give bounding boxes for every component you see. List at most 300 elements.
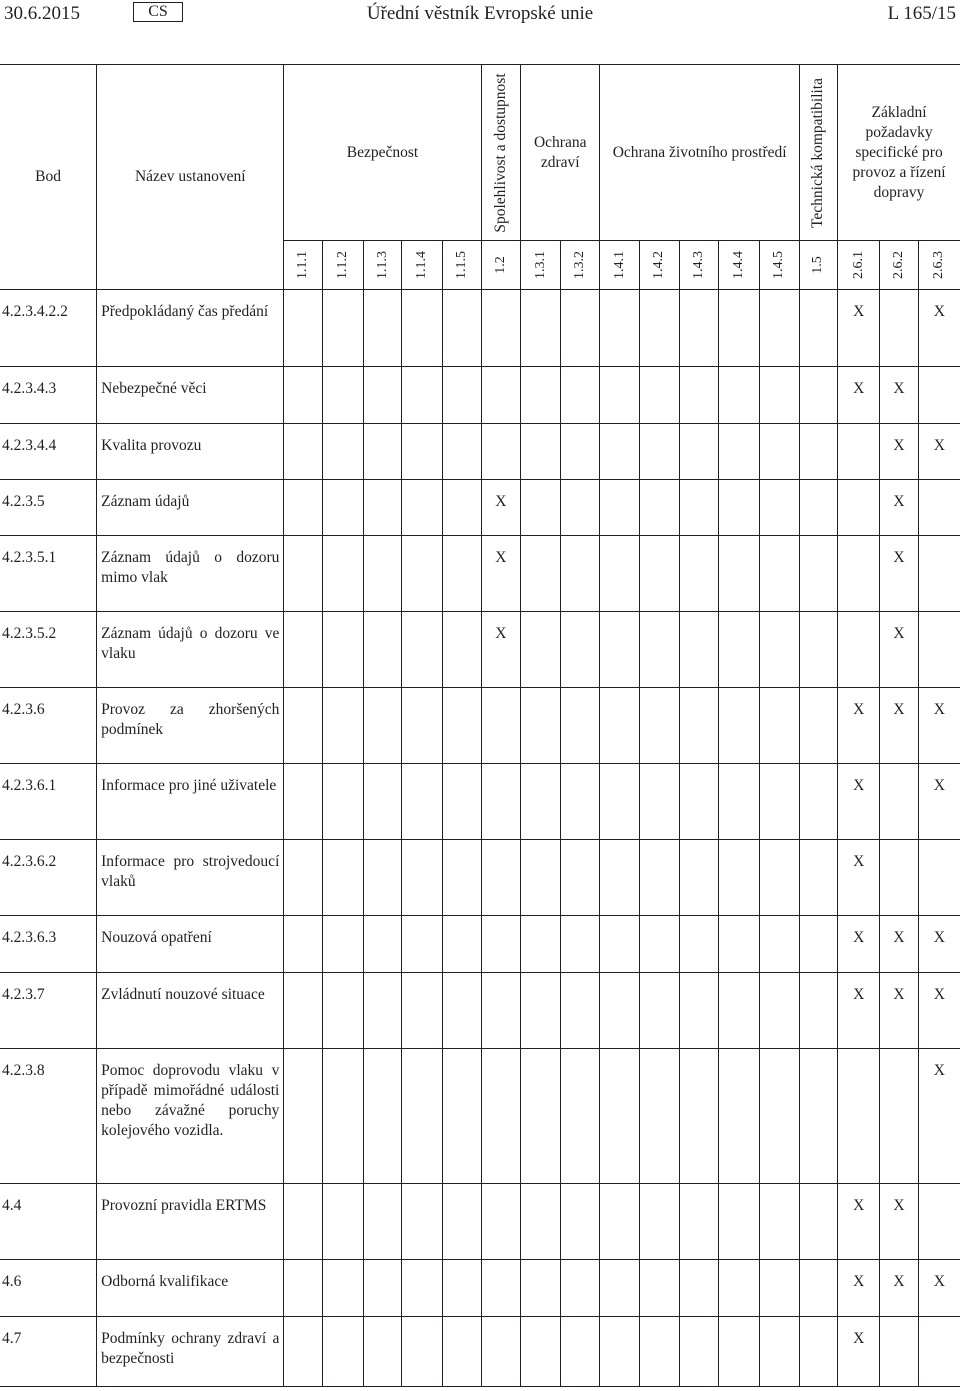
- code-header: 1.4.3: [679, 241, 718, 290]
- mark-cell: [481, 1260, 520, 1317]
- mark-cell: [759, 764, 799, 840]
- mark-cell: [719, 764, 759, 840]
- requirements-table: [0, 64, 960, 1387]
- mark-cell: [639, 916, 679, 973]
- mark-cell: [719, 973, 759, 1049]
- mark-cell: X: [880, 612, 918, 688]
- mark-cell: [838, 424, 880, 480]
- header-zakladni: Základní požadavky specifické pro provoz a řízení dopravy: [838, 65, 960, 241]
- mark-cell: X: [880, 688, 918, 764]
- name-cell: Nebezpečné věci: [97, 367, 284, 424]
- mark-cell: [639, 840, 679, 916]
- mark-cell: [880, 1317, 918, 1387]
- mark-cell: [799, 688, 837, 764]
- mark-cell: [284, 1317, 322, 1387]
- mark-cell: [561, 1317, 600, 1387]
- table-row: [0, 424, 960, 480]
- mark-cell: [679, 367, 718, 424]
- mark-cell: [838, 536, 880, 612]
- mark-cell: [838, 612, 880, 688]
- mark-cell: X: [838, 1317, 880, 1387]
- table-row: [0, 536, 960, 612]
- mark-cell: [520, 1049, 560, 1184]
- mark-cell: [322, 1317, 363, 1387]
- mark-cell: [838, 480, 880, 536]
- mark-cell: [363, 916, 401, 973]
- mark-cell: [284, 840, 322, 916]
- mark-cell: [322, 612, 363, 688]
- mark-cell: [520, 536, 560, 612]
- mark-cell: [363, 1049, 401, 1184]
- mark-cell: [520, 1184, 560, 1260]
- mark-cell: [363, 764, 401, 840]
- bod-cell: 4.4: [0, 1184, 97, 1260]
- mark-cell: [284, 367, 322, 424]
- mark-cell: [561, 840, 600, 916]
- mark-cell: [363, 1260, 401, 1317]
- mark-cell: [561, 1049, 600, 1184]
- bod-cell: 4.2.3.8: [0, 1049, 97, 1184]
- mark-cell: [918, 612, 960, 688]
- bod-cell: 4.2.3.5: [0, 480, 97, 536]
- mark-cell: [481, 1184, 520, 1260]
- mark-cell: [719, 1049, 759, 1184]
- mark-cell: [600, 688, 639, 764]
- mark-cell: [481, 1317, 520, 1387]
- mark-cell: [284, 480, 322, 536]
- name-cell: Informace pro jiné uživatele: [97, 764, 284, 840]
- mark-cell: [443, 1260, 481, 1317]
- mark-cell: [363, 1317, 401, 1387]
- mark-cell: [284, 688, 322, 764]
- mark-cell: [799, 612, 837, 688]
- mark-cell: [481, 916, 520, 973]
- mark-cell: X: [880, 424, 918, 480]
- name-cell: Záznam údajů: [97, 480, 284, 536]
- mark-cell: X: [838, 840, 880, 916]
- header-nazev: Název ustanovení: [97, 65, 284, 290]
- header-ochrana-prostredi: Ochrana životního prostředí: [600, 65, 799, 241]
- header-bezpecnost: Bezpečnost: [284, 65, 481, 241]
- mark-cell: [639, 536, 679, 612]
- mark-cell: X: [918, 764, 960, 840]
- page-header: [0, 0, 960, 40]
- mark-cell: [443, 612, 481, 688]
- mark-cell: [322, 424, 363, 480]
- mark-cell: [799, 1049, 837, 1184]
- header-technicka: Technická kompatibilita: [799, 65, 837, 241]
- bod-cell: 4.2.3.6.3: [0, 916, 97, 973]
- mark-cell: [759, 536, 799, 612]
- mark-cell: [600, 764, 639, 840]
- mark-cell: [799, 916, 837, 973]
- publication-date: 30.6.2015: [4, 3, 80, 24]
- code-header: 1.4.4: [719, 241, 759, 290]
- mark-cell: [322, 480, 363, 536]
- mark-cell: [799, 840, 837, 916]
- mark-cell: [402, 1260, 443, 1317]
- mark-cell: [561, 290, 600, 367]
- mark-cell: [284, 973, 322, 1049]
- mark-cell: [918, 480, 960, 536]
- mark-cell: [322, 536, 363, 612]
- mark-cell: [363, 612, 401, 688]
- mark-cell: [679, 480, 718, 536]
- mark-cell: [561, 764, 600, 840]
- mark-cell: [679, 536, 718, 612]
- mark-cell: [561, 1260, 600, 1317]
- mark-cell: [880, 290, 918, 367]
- mark-cell: [838, 1049, 880, 1184]
- mark-cell: [520, 973, 560, 1049]
- mark-cell: X: [880, 367, 918, 424]
- mark-cell: [481, 764, 520, 840]
- mark-cell: [719, 916, 759, 973]
- mark-cell: [520, 840, 560, 916]
- mark-cell: [799, 1317, 837, 1387]
- mark-cell: [481, 424, 520, 480]
- mark-cell: X: [481, 480, 520, 536]
- mark-cell: X: [838, 1260, 880, 1317]
- mark-cell: [443, 764, 481, 840]
- mark-cell: [561, 973, 600, 1049]
- mark-cell: [561, 1184, 600, 1260]
- mark-cell: [322, 840, 363, 916]
- mark-cell: [639, 1317, 679, 1387]
- mark-cell: [679, 1317, 718, 1387]
- mark-cell: [600, 536, 639, 612]
- mark-cell: X: [880, 916, 918, 973]
- mark-cell: [520, 1260, 560, 1317]
- mark-cell: [600, 480, 639, 536]
- bod-cell: 4.2.3.4.4: [0, 424, 97, 480]
- mark-cell: [481, 1049, 520, 1184]
- table-row: [0, 290, 960, 367]
- mark-cell: [363, 424, 401, 480]
- mark-cell: [402, 536, 443, 612]
- mark-cell: [481, 973, 520, 1049]
- mark-cell: [719, 1260, 759, 1317]
- mark-cell: [402, 916, 443, 973]
- mark-cell: [481, 840, 520, 916]
- mark-cell: [443, 367, 481, 424]
- mark-cell: X: [481, 612, 520, 688]
- mark-cell: [679, 916, 718, 973]
- name-cell: Záznam údajů o dozoru ve vlaku: [97, 612, 284, 688]
- mark-cell: X: [880, 536, 918, 612]
- mark-cell: X: [880, 480, 918, 536]
- mark-cell: [719, 840, 759, 916]
- mark-cell: [918, 1184, 960, 1260]
- mark-cell: [402, 367, 443, 424]
- mark-cell: [799, 1184, 837, 1260]
- mark-cell: X: [838, 688, 880, 764]
- name-cell: Pomoc doprovodu vlaku v případě mimořádné události nebo závažné poruchy kolejového vozidla.: [97, 1049, 284, 1184]
- table-row: [0, 973, 960, 1049]
- mark-cell: [322, 973, 363, 1049]
- code-header: 1.4.1: [600, 241, 639, 290]
- code-header: 1.5: [799, 241, 837, 290]
- mark-cell: [363, 536, 401, 612]
- table-row: [0, 840, 960, 916]
- journal-title: Úřední věstník Evropské unie: [366, 3, 594, 24]
- code-header: 2.6.2: [880, 241, 918, 290]
- mark-cell: [561, 424, 600, 480]
- mark-cell: [639, 1049, 679, 1184]
- mark-cell: [600, 1049, 639, 1184]
- mark-cell: [799, 536, 837, 612]
- bod-cell: 4.2.3.5.1: [0, 536, 97, 612]
- mark-cell: [322, 1049, 363, 1184]
- bod-cell: 4.2.3.4.3: [0, 367, 97, 424]
- mark-cell: [284, 916, 322, 973]
- table-row: [0, 367, 960, 424]
- code-header: 1.2: [481, 241, 520, 290]
- mark-cell: [363, 1184, 401, 1260]
- mark-cell: [759, 688, 799, 764]
- code-header: 2.6.3: [918, 241, 960, 290]
- mark-cell: [679, 1049, 718, 1184]
- code-header: 1.1.2: [322, 241, 363, 290]
- table-row: [0, 1184, 960, 1260]
- mark-cell: [284, 536, 322, 612]
- mark-cell: [481, 290, 520, 367]
- mark-cell: [600, 973, 639, 1049]
- mark-cell: [402, 480, 443, 536]
- mark-cell: [600, 424, 639, 480]
- mark-cell: [481, 688, 520, 764]
- mark-cell: X: [918, 688, 960, 764]
- mark-cell: [402, 290, 443, 367]
- name-cell: Provoz za zhoršených podmínek: [97, 688, 284, 764]
- mark-cell: [639, 424, 679, 480]
- language-badge: CS: [133, 2, 183, 22]
- mark-cell: [799, 1260, 837, 1317]
- mark-cell: [679, 973, 718, 1049]
- code-header: 1.4.2: [639, 241, 679, 290]
- name-cell: Záznam údajů o dozoru mimo vlak: [97, 536, 284, 612]
- mark-cell: [600, 290, 639, 367]
- code-header: 1.3.2: [561, 241, 600, 290]
- bod-cell: 4.2.3.6.2: [0, 840, 97, 916]
- mark-cell: [402, 1317, 443, 1387]
- mark-cell: [561, 536, 600, 612]
- mark-cell: [363, 688, 401, 764]
- mark-cell: [481, 367, 520, 424]
- mark-cell: [443, 688, 481, 764]
- code-header: 1.3.1: [520, 241, 560, 290]
- mark-cell: [799, 367, 837, 424]
- mark-cell: X: [918, 916, 960, 973]
- mark-cell: [880, 840, 918, 916]
- mark-cell: [719, 290, 759, 367]
- mark-cell: [520, 424, 560, 480]
- mark-cell: [402, 424, 443, 480]
- table-row: [0, 1260, 960, 1317]
- mark-cell: [918, 1317, 960, 1387]
- mark-cell: X: [481, 536, 520, 612]
- mark-cell: [600, 916, 639, 973]
- mark-cell: X: [880, 1184, 918, 1260]
- mark-cell: [719, 688, 759, 764]
- mark-cell: [799, 424, 837, 480]
- mark-cell: [639, 480, 679, 536]
- mark-cell: [402, 612, 443, 688]
- table-row: [0, 764, 960, 840]
- mark-cell: [363, 480, 401, 536]
- mark-cell: [600, 1317, 639, 1387]
- mark-cell: [880, 764, 918, 840]
- mark-cell: X: [838, 290, 880, 367]
- mark-cell: [520, 612, 560, 688]
- name-cell: Provozní pravidla ERTMS: [97, 1184, 284, 1260]
- bod-cell: 4.2.3.6: [0, 688, 97, 764]
- name-cell: Kvalita provozu: [97, 424, 284, 480]
- mark-cell: [520, 688, 560, 764]
- mark-cell: [799, 480, 837, 536]
- bod-cell: 4.2.3.7: [0, 973, 97, 1049]
- name-cell: Nouzová opatření: [97, 916, 284, 973]
- mark-cell: [719, 612, 759, 688]
- mark-cell: [363, 290, 401, 367]
- mark-cell: [561, 480, 600, 536]
- mark-cell: [759, 290, 799, 367]
- mark-cell: [679, 424, 718, 480]
- mark-cell: [759, 973, 799, 1049]
- mark-cell: [443, 973, 481, 1049]
- mark-cell: [799, 764, 837, 840]
- mark-cell: X: [838, 764, 880, 840]
- mark-cell: [322, 290, 363, 367]
- mark-cell: X: [918, 424, 960, 480]
- mark-cell: X: [880, 1260, 918, 1317]
- code-header: 1.1.3: [363, 241, 401, 290]
- bod-cell: 4.2.3.4.2.2: [0, 290, 97, 367]
- mark-cell: [443, 840, 481, 916]
- mark-cell: [759, 916, 799, 973]
- mark-cell: [759, 424, 799, 480]
- mark-cell: [322, 367, 363, 424]
- mark-cell: [402, 764, 443, 840]
- mark-cell: [600, 1184, 639, 1260]
- mark-cell: [520, 916, 560, 973]
- mark-cell: [639, 367, 679, 424]
- code-header: 1.4.5: [759, 241, 799, 290]
- table-row: [0, 1317, 960, 1387]
- mark-cell: [284, 1049, 322, 1184]
- header-ochrana-zdravi: Ochrana zdraví: [520, 65, 600, 241]
- mark-cell: [284, 764, 322, 840]
- mark-cell: [639, 290, 679, 367]
- bod-cell: 4.2.3.6.1: [0, 764, 97, 840]
- mark-cell: [322, 688, 363, 764]
- mark-cell: [759, 1184, 799, 1260]
- mark-cell: [322, 764, 363, 840]
- mark-cell: [600, 367, 639, 424]
- mark-cell: [880, 1049, 918, 1184]
- table-row: [0, 480, 960, 536]
- mark-cell: [639, 688, 679, 764]
- mark-cell: [520, 290, 560, 367]
- mark-cell: [363, 840, 401, 916]
- mark-cell: X: [918, 1260, 960, 1317]
- mark-cell: [679, 688, 718, 764]
- mark-cell: [322, 1184, 363, 1260]
- mark-cell: [402, 973, 443, 1049]
- mark-cell: [443, 1184, 481, 1260]
- mark-cell: [719, 1184, 759, 1260]
- mark-cell: [284, 424, 322, 480]
- mark-cell: [759, 840, 799, 916]
- mark-cell: [679, 290, 718, 367]
- mark-cell: [719, 424, 759, 480]
- mark-cell: [520, 1317, 560, 1387]
- mark-cell: [443, 290, 481, 367]
- mark-cell: [443, 480, 481, 536]
- mark-cell: [719, 367, 759, 424]
- mark-cell: [679, 612, 718, 688]
- bod-cell: 4.7: [0, 1317, 97, 1387]
- mark-cell: [443, 916, 481, 973]
- mark-cell: [799, 973, 837, 1049]
- mark-cell: [322, 1260, 363, 1317]
- table-row: [0, 1049, 960, 1184]
- mark-cell: [363, 367, 401, 424]
- mark-cell: [443, 424, 481, 480]
- mark-cell: [284, 1260, 322, 1317]
- mark-cell: [402, 1049, 443, 1184]
- mark-cell: [322, 916, 363, 973]
- mark-cell: [363, 973, 401, 1049]
- name-cell: Informace pro strojvedoucí vlaků: [97, 840, 284, 916]
- mark-cell: [600, 612, 639, 688]
- header-bod: Bod: [0, 65, 97, 290]
- mark-cell: [639, 612, 679, 688]
- mark-cell: [600, 840, 639, 916]
- mark-cell: [918, 536, 960, 612]
- mark-cell: [719, 536, 759, 612]
- code-header: 1.1.1: [284, 241, 322, 290]
- mark-cell: X: [838, 367, 880, 424]
- mark-cell: [679, 764, 718, 840]
- code-header: 2.6.1: [838, 241, 880, 290]
- mark-cell: [561, 688, 600, 764]
- mark-cell: [520, 480, 560, 536]
- mark-cell: X: [838, 916, 880, 973]
- mark-cell: [520, 367, 560, 424]
- mark-cell: X: [918, 1049, 960, 1184]
- mark-cell: [799, 290, 837, 367]
- mark-cell: [561, 612, 600, 688]
- mark-cell: X: [918, 973, 960, 1049]
- mark-cell: [284, 612, 322, 688]
- mark-cell: [443, 1049, 481, 1184]
- mark-cell: [284, 290, 322, 367]
- mark-cell: [402, 688, 443, 764]
- mark-cell: [679, 1184, 718, 1260]
- mark-cell: [443, 536, 481, 612]
- mark-cell: [759, 612, 799, 688]
- bod-cell: 4.6: [0, 1260, 97, 1317]
- mark-cell: [561, 367, 600, 424]
- mark-cell: [759, 480, 799, 536]
- mark-cell: [918, 367, 960, 424]
- table-row: [0, 916, 960, 973]
- mark-cell: [679, 1260, 718, 1317]
- name-cell: Předpokládaný čas předání: [97, 290, 284, 367]
- mark-cell: [639, 1184, 679, 1260]
- mark-cell: [679, 840, 718, 916]
